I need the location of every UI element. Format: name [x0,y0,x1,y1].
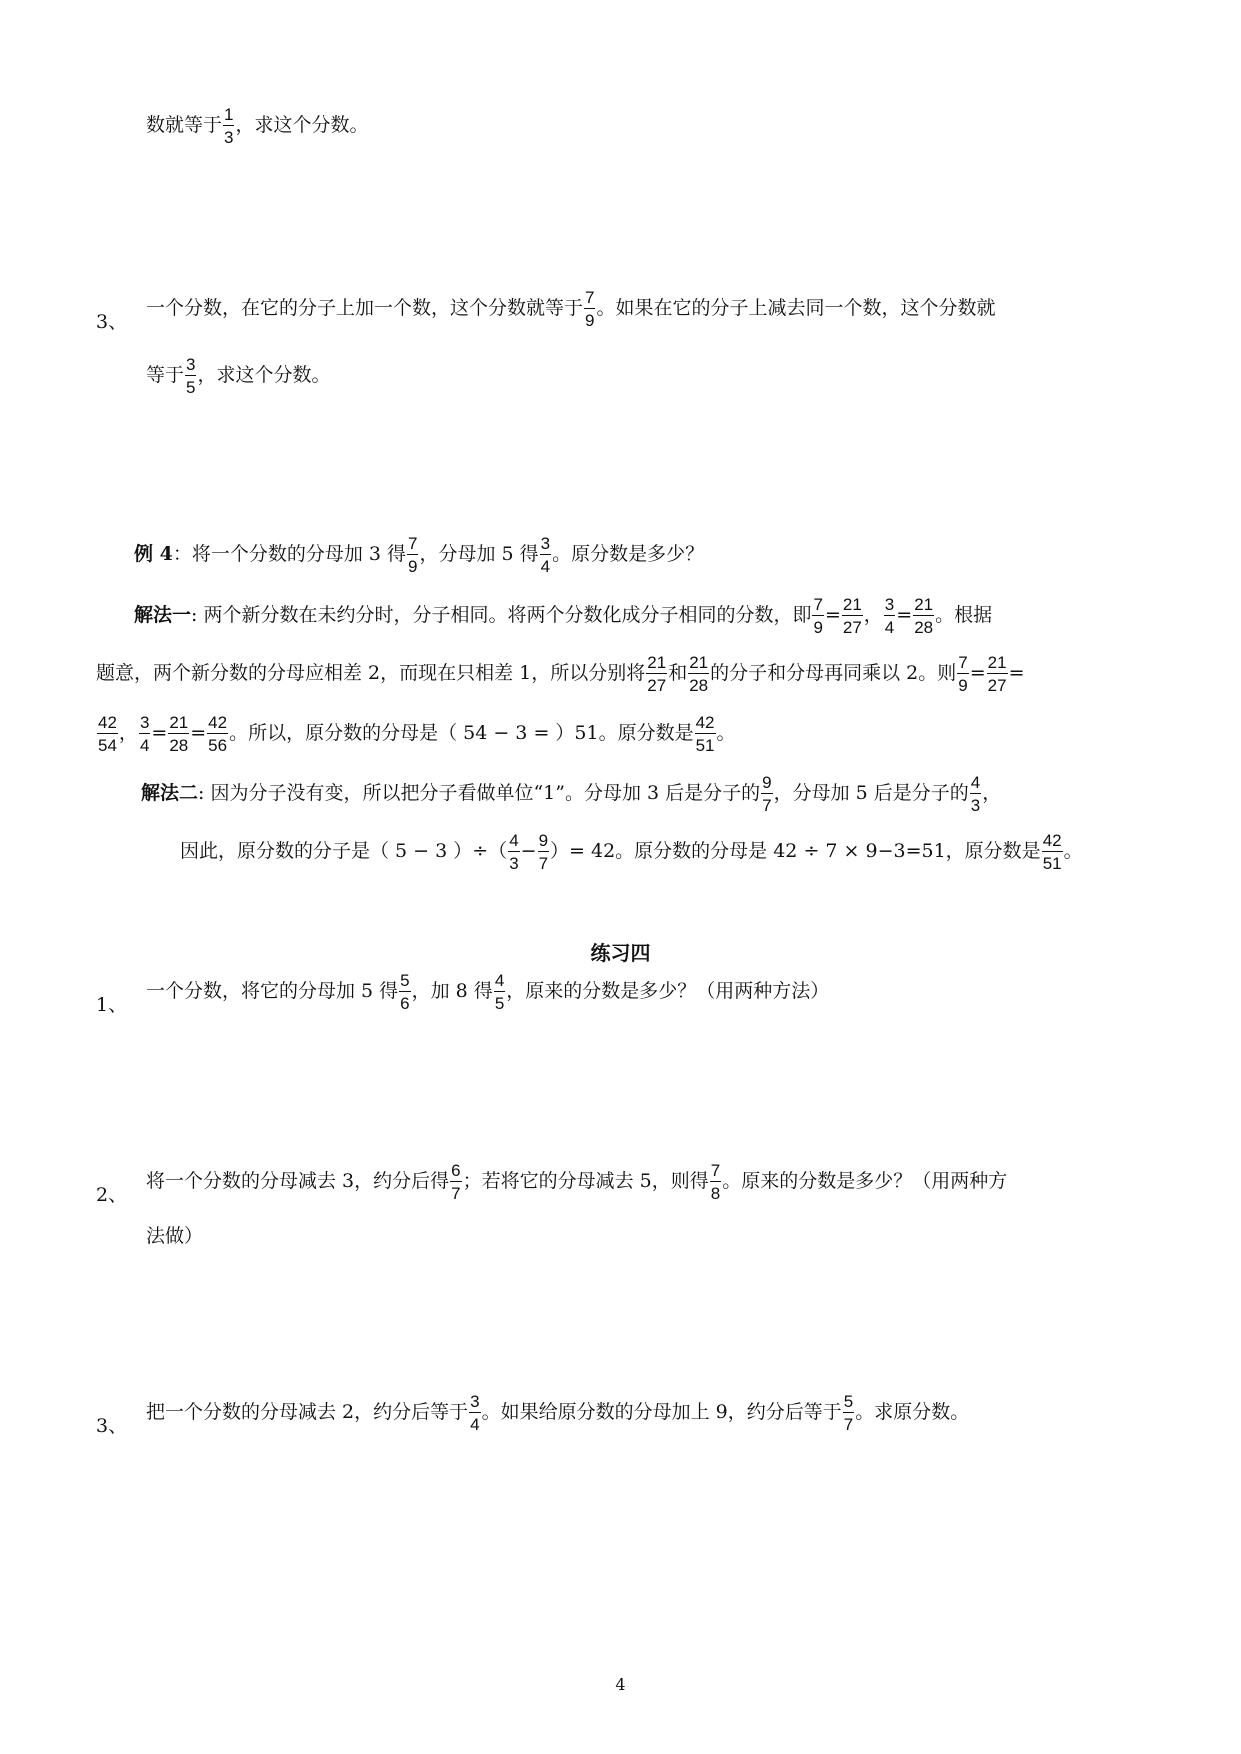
p2-text-b: ；若将它的分母减去 5，则得 [462,1170,709,1192]
p3-text-b: 。如果给原分数的分母加上 9，约分后等于 [481,1401,842,1423]
q3-line-2 [146,356,331,396]
sol1-text-d: 和 [668,662,688,684]
fraction: $\frac{3}{4}$ [884,595,895,637]
ex4-text-b: ，分母加 5 得 [419,543,539,565]
sol2-text-f: 。 [1063,840,1083,862]
fraction: $\frac{21}{28}$ [914,595,934,637]
example-4 [134,535,704,575]
fraction: $\frac{42}{51}$ [695,713,715,755]
fraction: $\frac{3}{4}$ [470,1392,480,1434]
fraction: $\frac{4}{5}$ [494,971,505,1013]
q2-text-a: 数就等于 [146,114,223,136]
fraction: $\frac{4}{3}$ [970,773,981,815]
sol1-text-e: 的分子和分母再同乘以 2。则 [710,662,957,684]
practice-title: 练习四 [590,941,651,965]
fraction: $\frac{7}{8}$ [710,1161,721,1203]
practice-3 [146,1393,969,1433]
p2-number: 2、 [96,1184,128,1206]
fraction: $\frac{6}{7}$ [451,1161,461,1203]
practice-2-line-2 [146,1227,203,1246]
sol1-text-a: : 两个新分数在未约分时，分子相同。将两个分数化成分子相同的分数，即 [191,604,812,626]
equals: = [896,604,913,626]
q3-text-d: ，求这个分数。 [197,364,331,386]
sol2-text-e: ）= 42。原分数的分母是 42 ÷ 7 × 9−3=51，原分数是 [550,840,1041,862]
sol1-text-c: 题意，两个新分数的分母应相差 2，而现在只相差 1，所以分别将 [96,662,646,684]
solution-2-label: 解法二 [141,782,199,804]
solution-1-label: 解法一 [134,604,192,626]
ex4-text-a: ：将一个分数的分母加 3 得 [172,543,407,565]
fraction: $\frac{42}{54}$ [98,713,117,755]
sol2-text-d: 因此，原分数的分子是（ 5 − 3 ）÷（ [180,840,508,862]
p2-text-d: 法做） [146,1225,204,1247]
q2-text-b: ，求这个分数。 [235,114,369,136]
fraction: $\frac{3}{4}$ [139,713,150,755]
fraction: $\frac{4}{3}$ [509,831,519,873]
fraction: $\frac{42}{51}$ [1042,831,1062,873]
sol2-text-c: ， [982,782,1002,804]
fraction: $\frac{21}{27}$ [842,595,862,637]
sol2-text-a: : 因为分子没有变，所以把分子看做单位“1”。分母加 3 后是分子的 [198,782,761,804]
q3-text-c: 等于 [146,364,185,386]
fraction: $\frac{3}{4}$ [540,534,551,576]
fraction: $\frac{7}{9}$ [585,288,595,330]
sol2-text-b: ，分母加 5 后是分子的 [773,782,969,804]
fraction: $\frac{5}{6}$ [400,971,410,1013]
practice-2-line-1 [146,1162,1007,1202]
equals: = [969,662,986,684]
equals: = [824,604,841,626]
example-label: 例 4 [134,543,173,565]
fraction: $\frac{3}{5}$ [186,355,196,397]
practice-1 [146,972,829,1012]
p2-text-c: 。原来的分数是多少？（用两种方 [722,1170,1008,1192]
p1-text-c: ，原来的分数是多少？（用两种方法） [506,980,830,1002]
equals: = [1008,662,1025,684]
fraction: $\frac{9}{7}$ [538,831,549,873]
solution-2-line-1 [141,774,1001,814]
fraction: $\frac{7}{9}$ [408,534,418,576]
fraction: $\frac{7}{9}$ [958,653,968,695]
sol1-text-b: 。根据 [935,604,993,626]
p3-text-c: 。求原分数。 [855,1401,970,1423]
q3-text-b: 。如果在它的分子上减去同一个数，这个分数就 [596,297,996,319]
ex4-text-c: 。原分数是多少？ [552,543,705,565]
fraction: $\frac{5}{7}$ [843,1392,854,1434]
sol1-text-h: 。 [716,722,736,744]
fraction: $\frac{9}{7}$ [762,773,772,815]
solution-1-line-1 [134,596,992,636]
minus-sign: − [520,840,537,862]
p3-number: 3、 [96,1415,128,1437]
equals: = [190,722,207,744]
fraction: $\frac{21}{28}$ [169,713,189,755]
fraction: $\frac{42}{56}$ [208,713,228,755]
page-number: 4 [615,1675,626,1694]
p1-number: 1、 [96,994,128,1016]
q3-text-a: 一个分数，在它的分子上加一个数，这个分数就等于 [146,297,584,319]
solution-1-line-3 [96,714,736,754]
fraction: $\frac{21}{27}$ [987,653,1007,695]
sol1-text-g: 。所以，原分数的分母是（ 54 − 3 = ）51。原分数是 [229,722,694,744]
fraction: $\frac{1}{3}$ [224,105,234,147]
p1-text-b: ，加 8 得 [411,980,493,1002]
p1-text-a: 一个分数，将它的分母加 5 得 [146,980,399,1002]
q2-continuation-line [146,106,369,146]
solution-1-line-2 [96,654,1025,694]
fraction: $\frac{7}{9}$ [813,595,823,637]
equals: = [151,722,168,744]
separator: ， [863,604,883,626]
p3-text-a: 把一个分数的分母减去 2，约分后等于 [146,1401,469,1423]
separator: ， [118,722,138,744]
p2-text-a: 将一个分数的分母减去 3，约分后得 [146,1170,450,1192]
q3-number: 3、 [96,311,128,333]
q3-line-1 [146,289,996,329]
fraction: $\frac{21}{27}$ [647,653,667,695]
solution-2-line-2 [180,832,1083,872]
fraction: $\frac{21}{28}$ [689,653,709,695]
